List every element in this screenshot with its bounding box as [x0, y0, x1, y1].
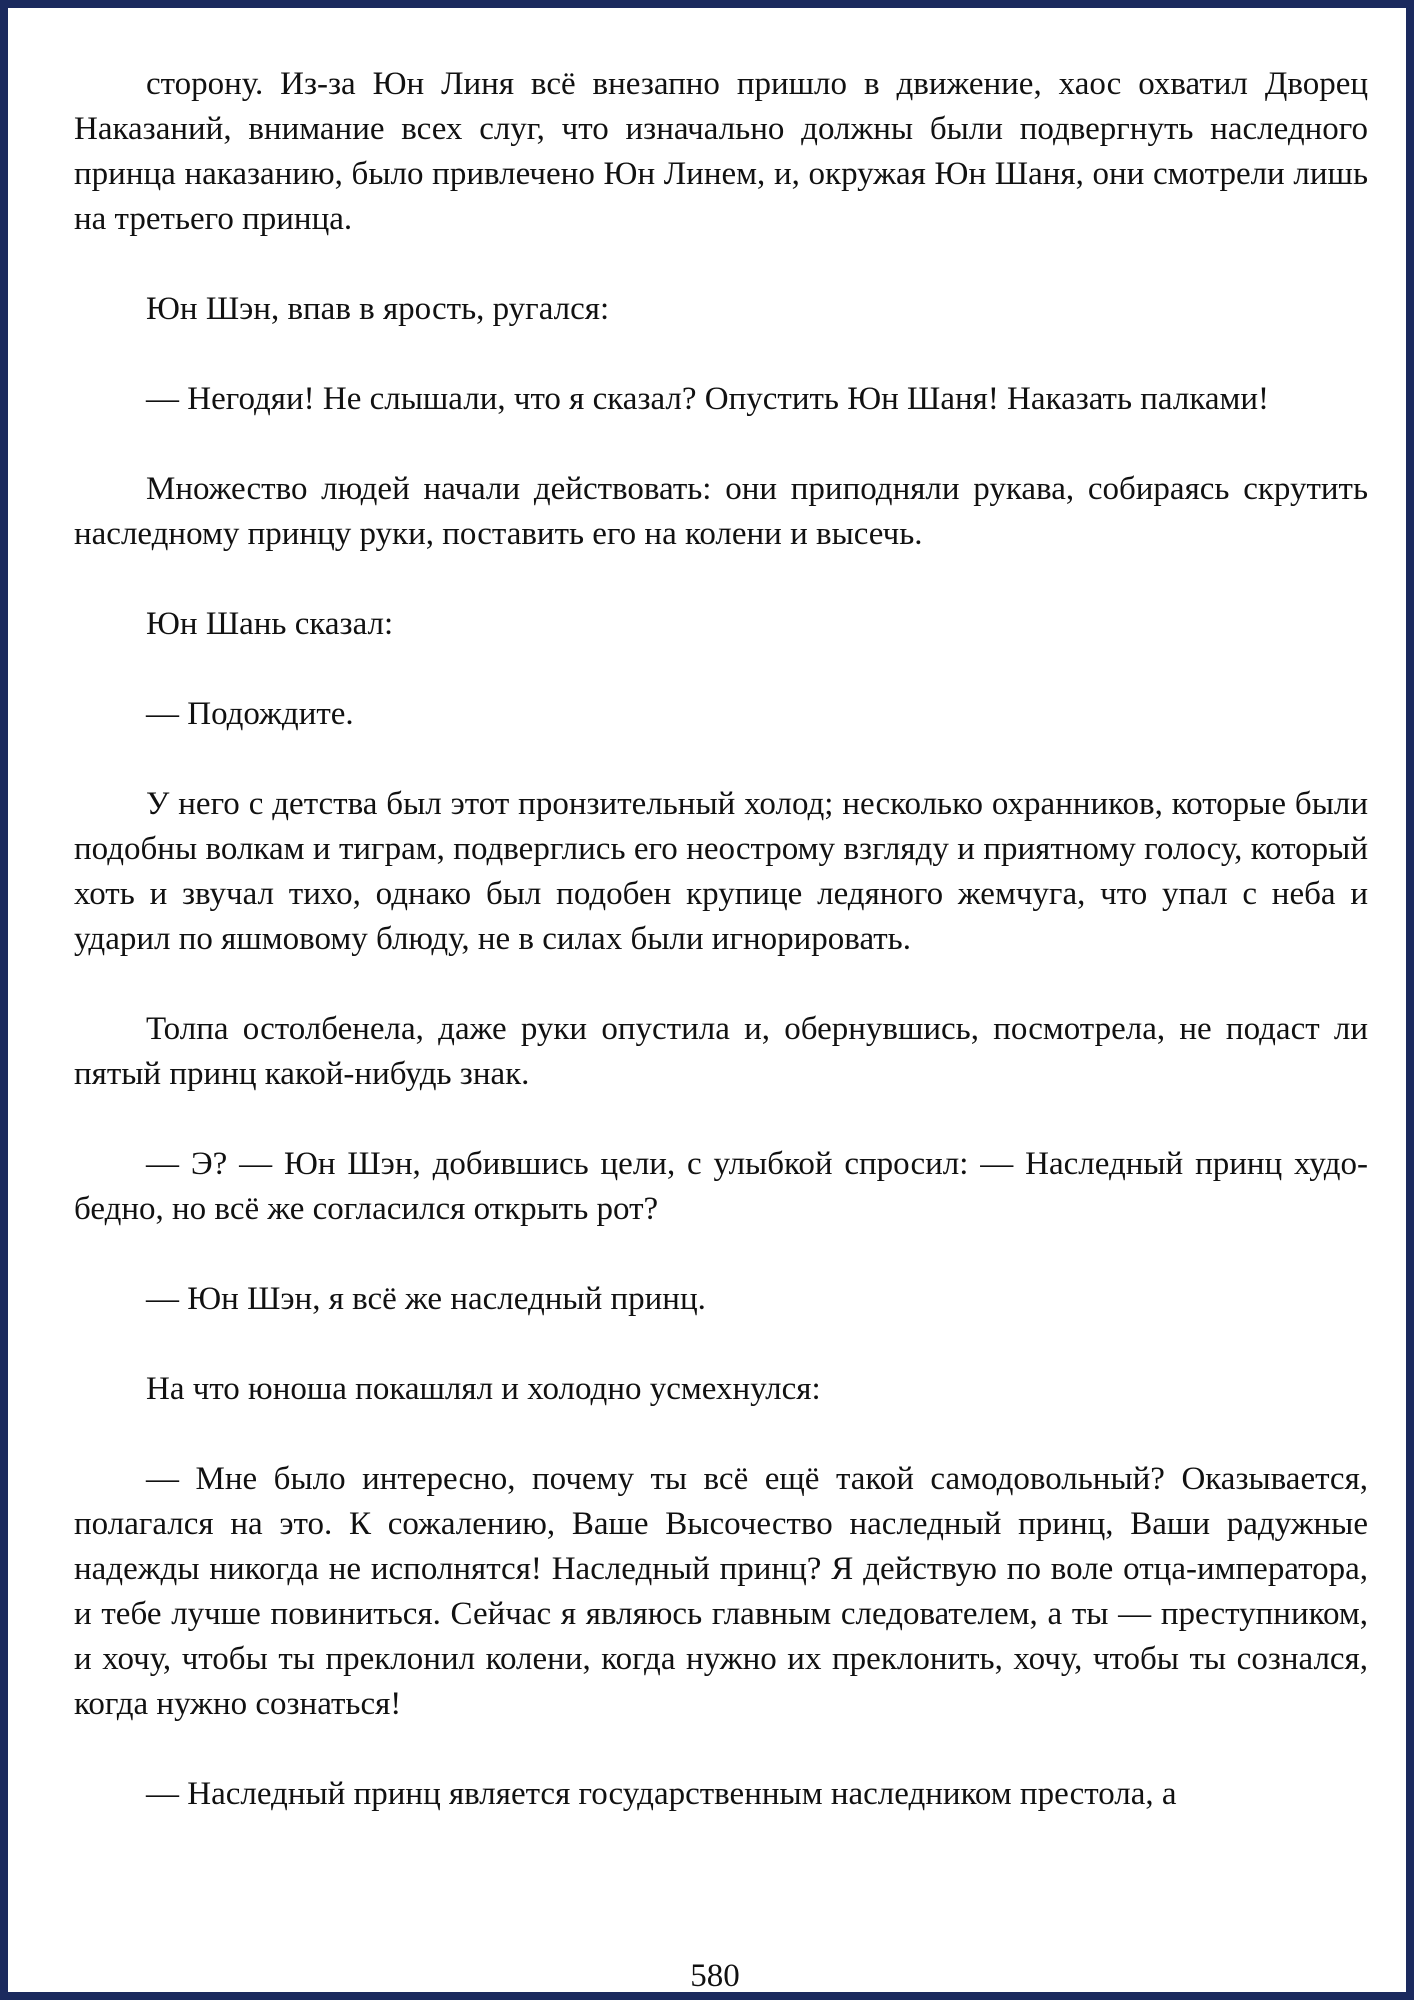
paragraph-9: — Э? — Юн Шэн, добившись цели, с улыбкой спросил: — Наследный принц худо-бедно, но всё же согласился открыть рот?: [74, 1146, 1368, 1227]
paragraph-4: Множество людей начали действовать: они приподняли рукава, собираясь скрутить наследному принцу руки, поставить его на колени и высечь.: [74, 471, 1368, 552]
paragraph-2: Юн Шэн, впав в ярость, ругался:: [146, 291, 610, 327]
paragraph-11: На что юноша покашлял и холодно усмехнулся:: [146, 1371, 821, 1407]
paragraph-8: Толпа остолбенела, даже руки опустила и, обернувшись, посмотрела, не подаст ли пятый принц какой-нибудь знак.: [74, 1011, 1368, 1092]
page-number: 580: [690, 1958, 740, 1994]
paragraph-1: сторону. Из-за Юн Линя всё внезапно пришло в движение, хаос охватил Дворец Наказаний, внимание всех слуг, что изначально должны были подвергнуть наследного принца наказанию, было привлечено Юн Линем, и, окружая Юн Шаня, они смотрели лишь на третьего принца.: [74, 66, 1368, 237]
paragraph-13: — Наследный принц является государственным наследником престола, а: [146, 1776, 1177, 1812]
paragraph-3: — Негодяи! Не слышали, что я сказал? Опустить Юн Шаня! Наказать палками!: [146, 381, 1270, 417]
paragraph-7: У него с детства был этот пронзительный холод; несколько охранников, которые были подобны волкам и тиграм, подверглись его неострому взгляду и приятному голосу, который хоть и звучал тихо, однако был подобен крупице ледяного жемчуга, что упал с неба и ударил по яшмовому блюду, не в силах были игнорировать.: [74, 786, 1368, 957]
paragraph-10: — Юн Шэн, я всё же наследный принц.: [146, 1281, 706, 1317]
paragraph-5: Юн Шань сказал:: [146, 606, 394, 642]
document-body: [74, 62, 1368, 1862]
paragraph-6: — Подождите.: [146, 696, 354, 732]
paragraph-12: — Мне было интересно, почему ты всё ещё такой самодовольный? Оказывается, полагался на это. К сожалению, Ваше Высочество наследный принц, Ваши радужные надежды никогда не исполнятся! Наследный принц? Я действую по воле отца-императора, и тебе лучше повиниться. Сейчас я являюсь главным следователем, а ты — преступником, и хочу, чтобы ты преклонил колени, когда нужно их преклонить, хочу, чтобы ты сознался, когда нужно сознаться!: [74, 1461, 1368, 1722]
